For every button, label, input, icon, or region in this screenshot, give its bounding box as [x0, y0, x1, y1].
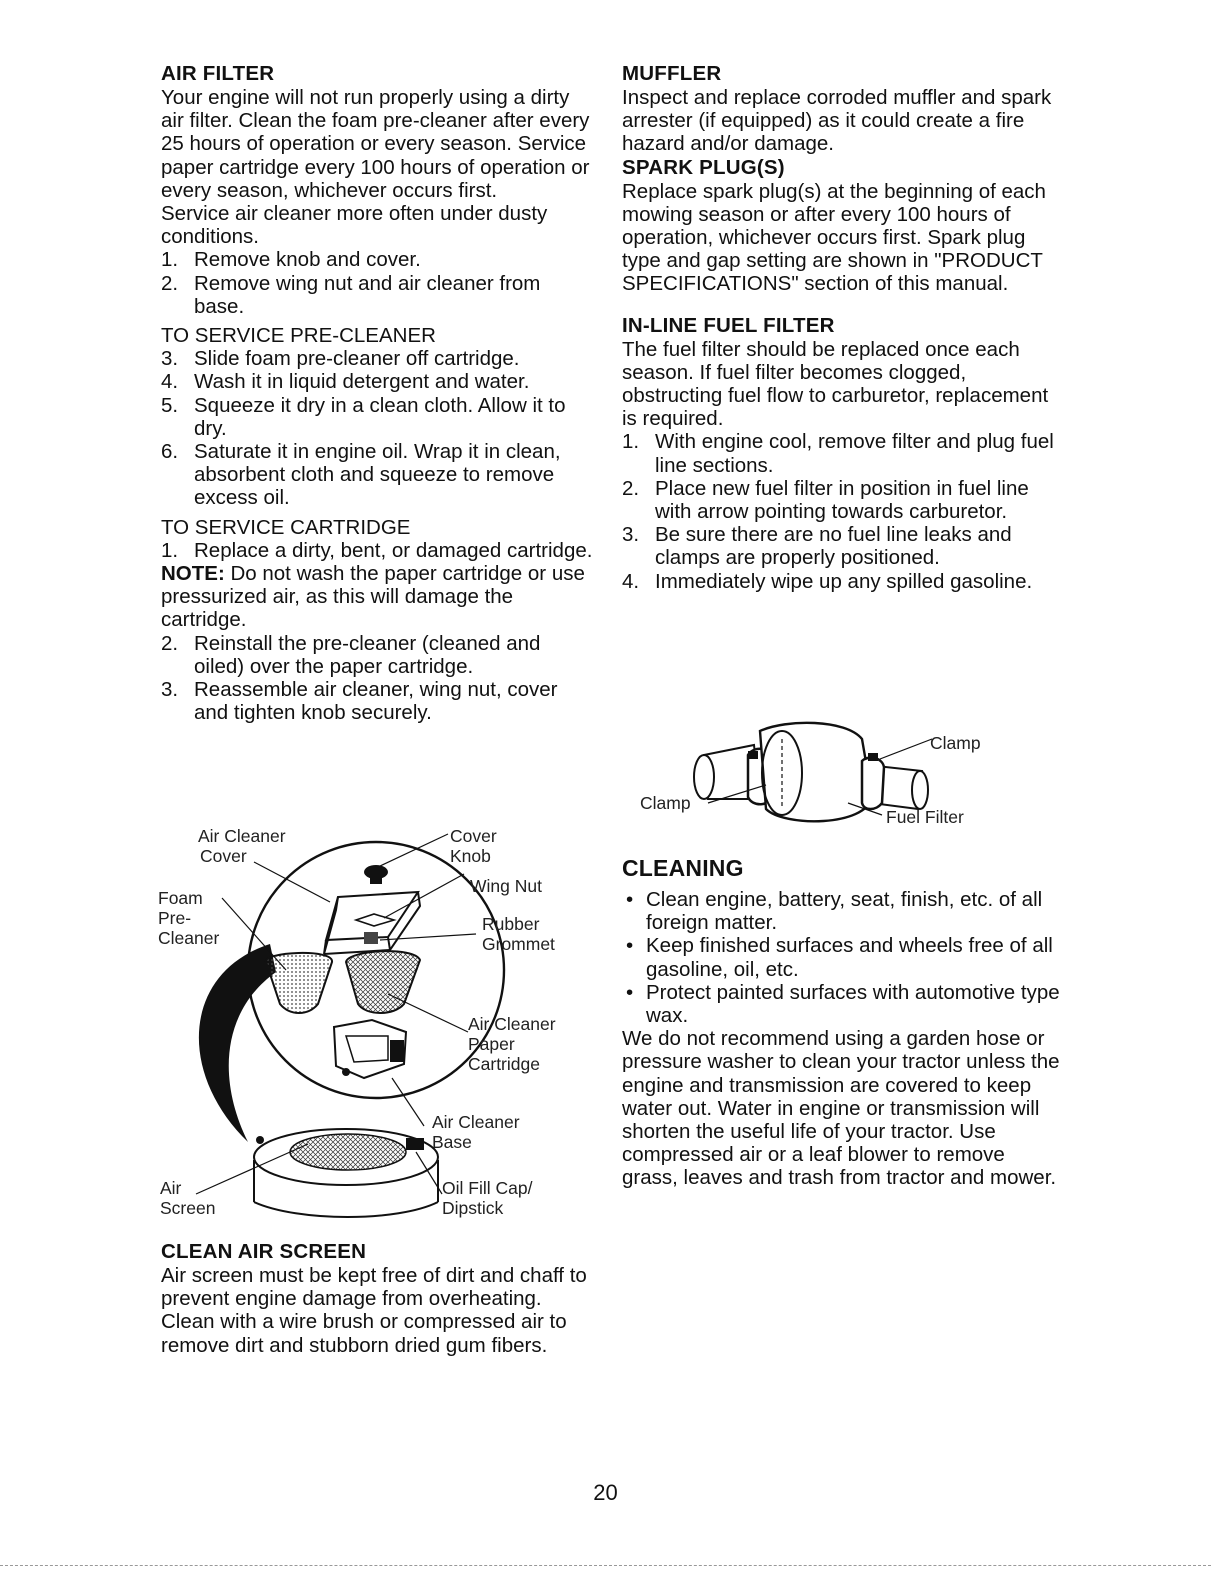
- cleaning-section: [622, 854, 1062, 1190]
- note-label: NOTE:: [161, 562, 225, 586]
- label-cover-knob: Cover Knob: [450, 826, 497, 866]
- air-cleaner-diagram: [158, 822, 598, 1232]
- footer-divider: [0, 1565, 1211, 1566]
- label-clamp-left: Clamp: [640, 793, 691, 813]
- right-clamp-shape: [862, 758, 884, 809]
- list-item: • Clean engine, battery, seat, finish, etc. of all foreign matter.: [626, 888, 1043, 935]
- list-item: 6. Saturate it in engine oil. Wrap it in clean, absorbent cloth and squeeze to remove excess oil.: [161, 440, 561, 510]
- leader-line: [380, 834, 448, 866]
- cleaning-heading: CLEANING: [622, 855, 744, 881]
- label-rubber-grommet: Rubber Grommet: [482, 914, 555, 954]
- label-clamp-right: Clamp: [930, 733, 981, 753]
- air-filter-intro: Your engine will not run properly using a dirty air filter. Clean the foam pre-cleaner after every 25 hours of operation or every season. Service paper cartridge every 100 hours of operation or every season, whichever occurs first.: [161, 86, 590, 202]
- left-column: [161, 62, 593, 724]
- label-fuel-filter: Fuel Filter: [886, 807, 964, 827]
- list-item: 1. Remove knob and cover.: [161, 248, 421, 272]
- detail-swoosh: [199, 944, 276, 1142]
- label-foam-pre-cleaner: Foam Pre- Cleaner: [158, 888, 220, 948]
- label-air-cleaner-cover: Air Cleaner Cover: [198, 826, 286, 866]
- left-hose-end: [694, 755, 714, 799]
- muffler-heading: MUFFLER: [622, 62, 722, 85]
- label-paper-cartridge: Air Cleaner Paper Cartridge: [468, 1014, 556, 1074]
- fuel-filter-body: [760, 723, 872, 821]
- note-text: Do not wash the paper cartridge or use pressurized air, as this will damage the cartridge.: [161, 562, 585, 632]
- list-item: 3. Be sure there are no fuel line leaks and clamps are properly positioned.: [622, 523, 1012, 570]
- spark-plug-text: Replace spark plug(s) at the beginning of each mowing season or after every 100 hours of operation, whichever occurs first. Spark plug type and gap setting are shown in "PRODUCT SPECIFICATIONS" section of this manual.: [622, 179, 1046, 296]
- clean-air-screen-heading: CLEAN AIR SCREEN: [161, 1240, 367, 1263]
- list-item: 3. Slide foam pre-cleaner off cartridge.: [161, 347, 520, 371]
- list-item: 2. Place new fuel filter in position in fuel line with arrow pointing towards carburetor.: [622, 476, 1029, 524]
- label-oil-fill-cap: Oil Fill Cap/ Dipstick: [442, 1178, 533, 1218]
- air-filter-heading: AIR FILTER: [161, 62, 275, 85]
- list-item: 1. With engine cool, remove filter and plug fuel line sections.: [622, 430, 1054, 477]
- foam-pre-cleaner-shape: [266, 953, 332, 1013]
- cartridge-subheading: TO SERVICE CARTRIDGE: [161, 515, 411, 539]
- list-item: • Keep finished surfaces and wheels free of all gasoline, oil, etc.: [626, 934, 1053, 981]
- leader-line: [880, 739, 932, 759]
- right-column: [622, 62, 1062, 593]
- list-item: 4. Immediately wipe up any spilled gasoline.: [622, 569, 1033, 593]
- cleaning-text: We do not recommend using a garden hose or pressure washer to clean your tractor unless the engine and transmission are covered to keep water out. Water in engine or transmission will shorten the useful life of your tractor. Use compressed air or a leaf blower to remove grass, leaves and trash from tractor and mower.: [622, 1027, 1060, 1190]
- leader-line: [380, 934, 476, 940]
- leader-line: [392, 1078, 424, 1126]
- list-item: 5. Squeeze it dry in a clean cloth. Allow it to dry.: [161, 393, 566, 440]
- list-item: 1. Replace a dirty, bent, or damaged cartridge.: [161, 538, 593, 562]
- muffler-text: Inspect and replace corroded muffler and spark arrester (if equipped) as it could create a fire hazard and/or damage.: [622, 86, 1052, 156]
- grommet-shape: [364, 932, 378, 944]
- fuel-filter-heading: IN-LINE FUEL FILTER: [622, 313, 835, 337]
- list-item: 2. Reinstall the pre-cleaner (cleaned and oiled) over the paper cartridge.: [161, 631, 541, 678]
- fuel-filter-text: The fuel filter should be replaced once each season. If fuel filter becomes clogged, obstructing fuel flow to carburetor, replacement is required.: [622, 337, 1049, 431]
- air-filter-dusty-note: Service air cleaner more often under dusty conditions.: [161, 202, 548, 249]
- label-air-screen: Air Screen: [160, 1178, 216, 1218]
- clean-air-screen-section: [161, 1240, 593, 1357]
- spark-plug-heading: SPARK PLUG(S): [622, 155, 785, 179]
- label-air-cleaner-base: Air Cleaner Base: [432, 1112, 520, 1152]
- list-item: 3. Reassemble air cleaner, wing nut, cover and tighten knob securely.: [161, 678, 558, 725]
- list-item: 2. Remove wing nut and air cleaner from base.: [161, 271, 541, 318]
- leader-line: [388, 994, 468, 1032]
- list-item: 4. Wash it in liquid detergent and water.: [161, 370, 530, 394]
- air-screen-shape: [290, 1134, 406, 1170]
- fuel-filter-diagram: [636, 715, 996, 835]
- list-item: • Protect painted surfaces with automotive type wax.: [626, 980, 1060, 1028]
- label-wing-nut: Wing Nut: [470, 876, 542, 896]
- leader-line: [254, 862, 330, 902]
- pre-cleaner-subheading: TO SERVICE PRE-CLEANER: [161, 324, 436, 348]
- page-number: 20: [593, 1480, 618, 1505]
- note-paragraph: [161, 562, 593, 632]
- oil-fill-cap-shape: [406, 1138, 424, 1150]
- right-hose-end: [912, 771, 928, 809]
- clean-air-screen-text: Air screen must be kept free of dirt and chaff to prevent engine damage from overheating. Clean with a wire brush or compressed air to remove dirt and stubborn dried gum fibers.: [161, 1264, 587, 1357]
